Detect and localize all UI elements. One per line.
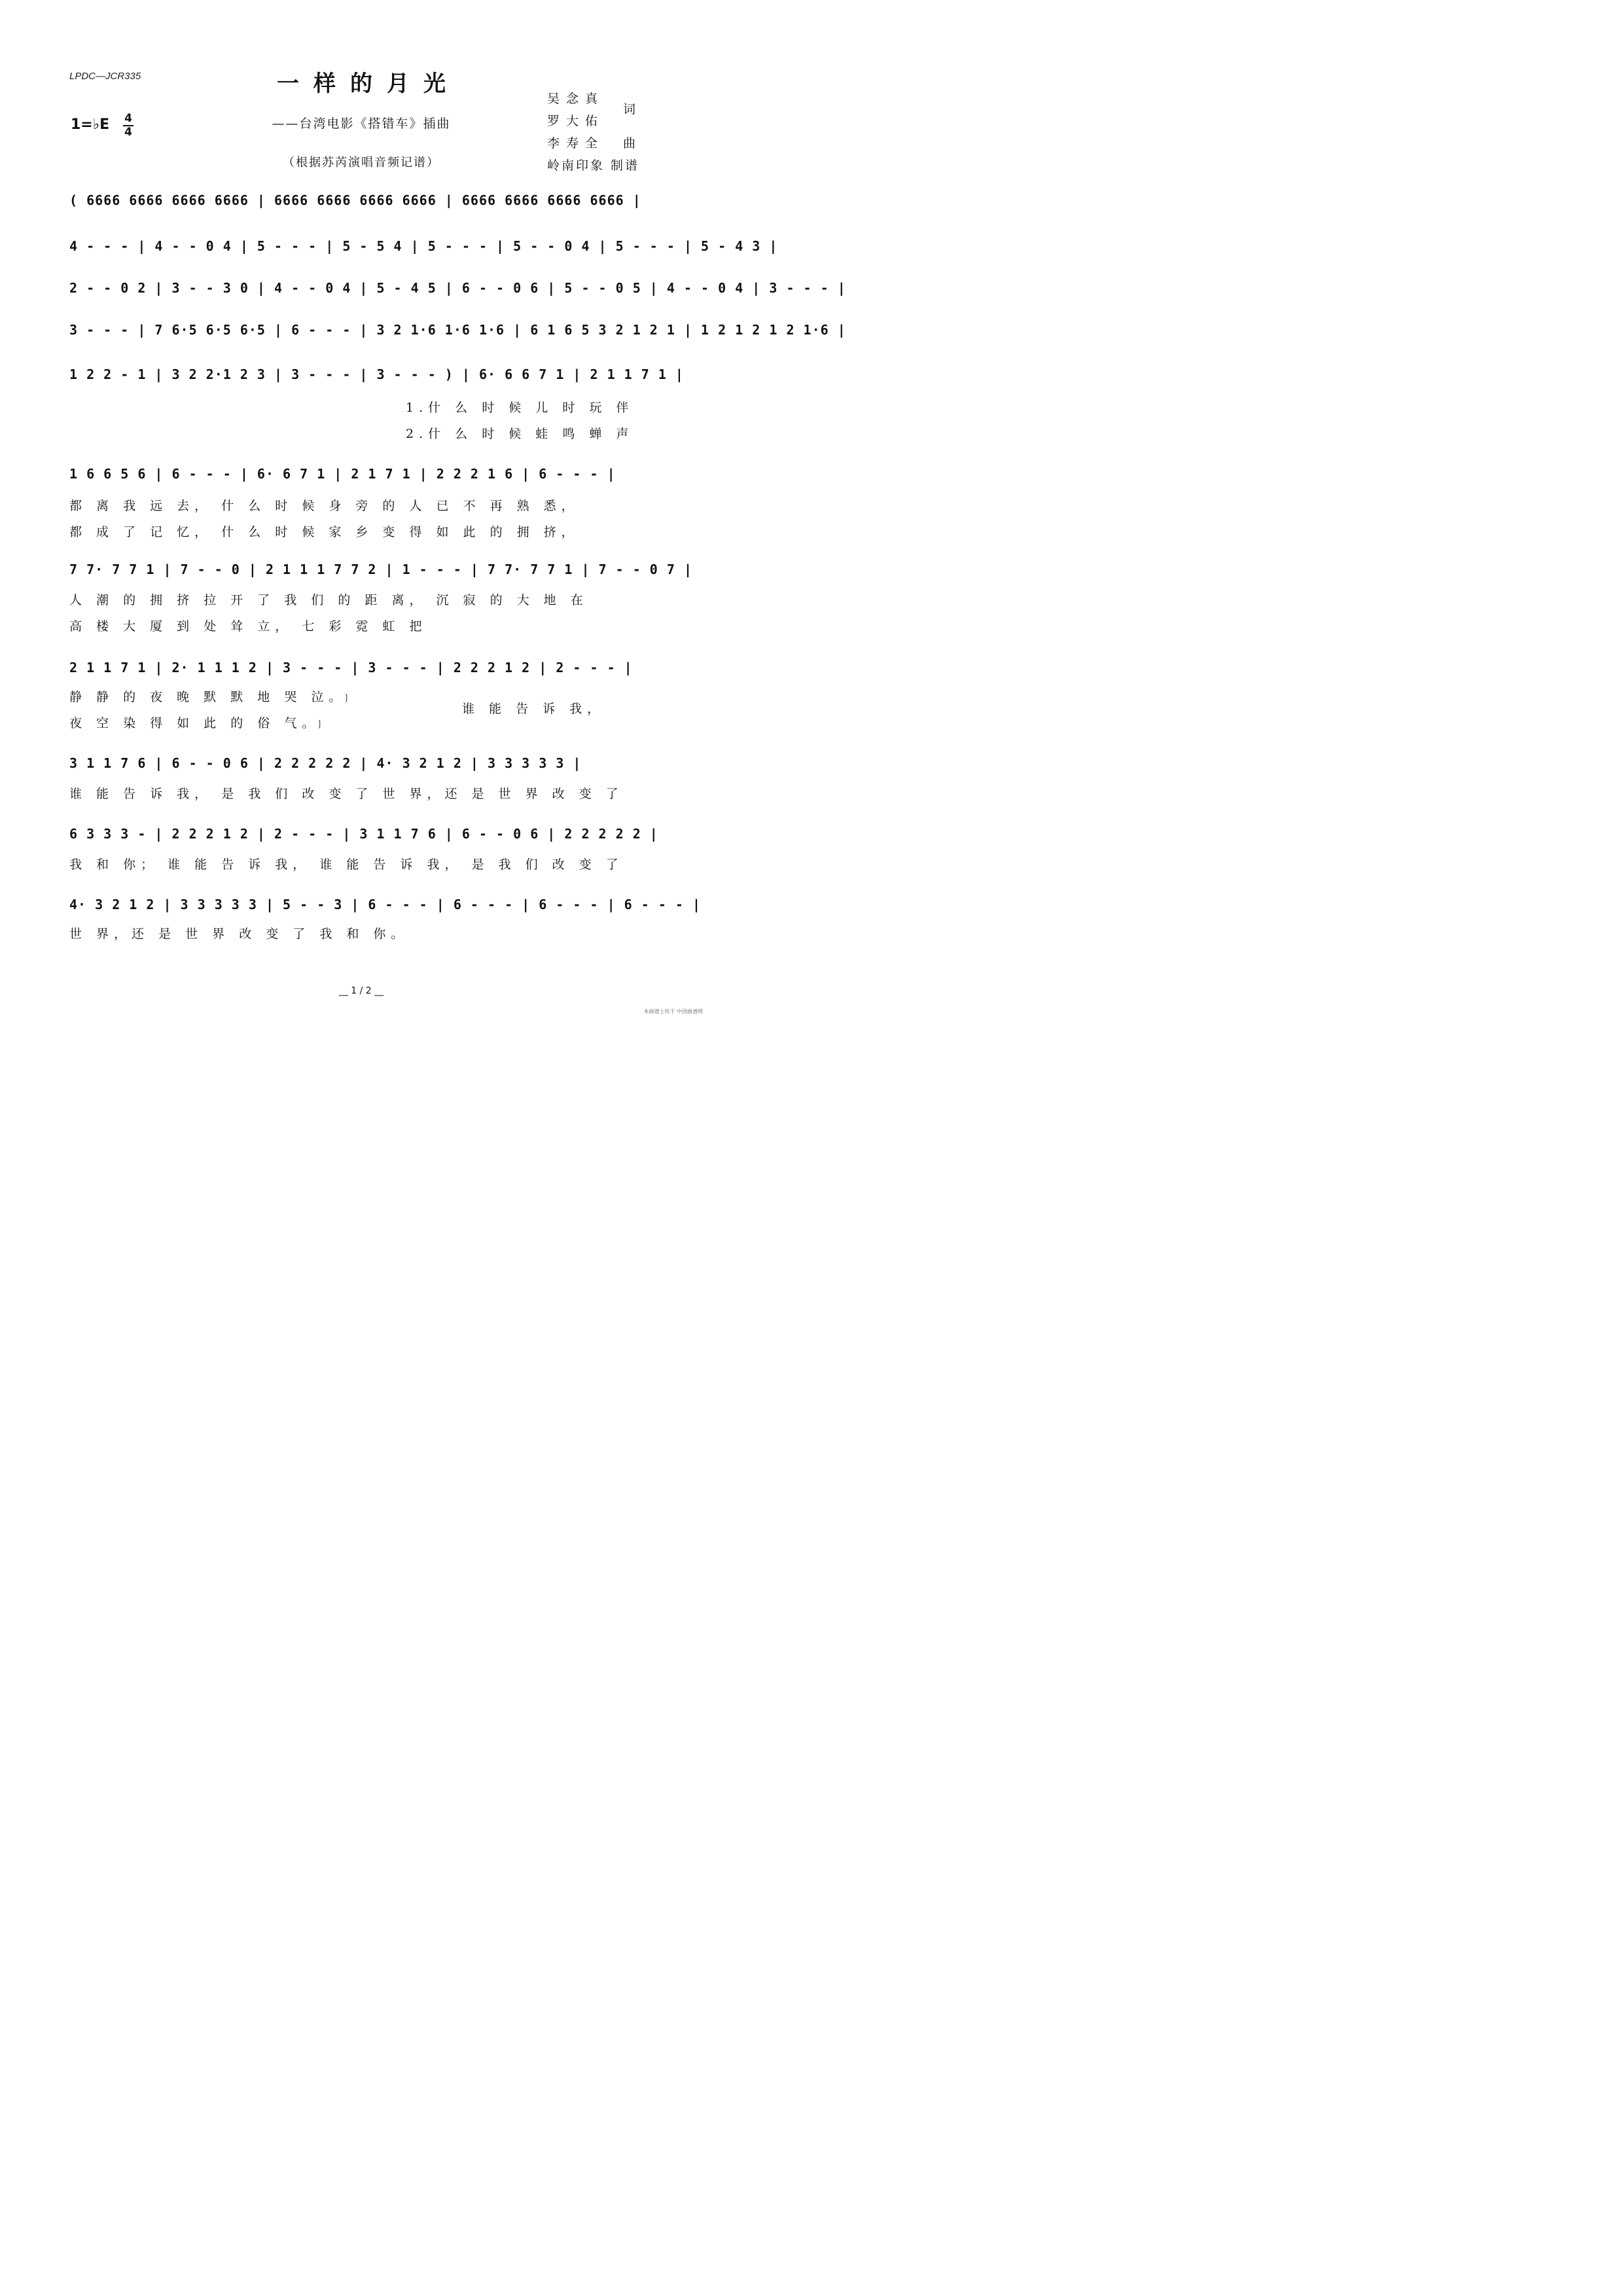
- lyric-credit-tag: 词: [623, 102, 636, 117]
- lyric-line: 都 离 我 远 去， 什 么 时 候 身 旁 的 人 已 不 再 熟 悉，: [69, 499, 579, 513]
- score-row-10: 6 3 3 3 - | 2 2 2 1 2 | 2 - - - | 3 1 1 7 6 | 6 - - 0 6 | 2 2 2 2 2 |: [69, 826, 658, 842]
- arranger: 岭南印象 制谱: [547, 158, 640, 173]
- song-title: 一样的月光: [277, 71, 460, 97]
- key-signature: 1=♭E: [71, 117, 110, 133]
- lyric-line: 都 成 了 记 忆， 什 么 时 候 家 乡 变 得 如 此 的 拥 挤，: [69, 525, 579, 539]
- lyric-line: 高 楼 大 厦 到 处 耸 立， 七 彩 霓 虹 把: [69, 619, 427, 634]
- score-row-5: 1 2 2 - 1 | 3 2 2·1 2 3 | 3 - - - | 3 - - - ) | 6· 6 6 7 1 | 2 1 1 7 1 |: [69, 367, 684, 382]
- composer: 李寿全: [547, 136, 605, 151]
- upload-credit: 本曲谱上传于 中国曲谱网: [643, 1009, 703, 1014]
- score-row-1: ( 6666 6666 6666 6666 | 6666 6666 6666 6666 | 6666 6666 6666 6666 |: [69, 192, 641, 208]
- score-row-3: 2 - - 0 2 | 3 - - 3 0 | 4 - - 0 4 | 5 - 4 5 | 6 - - 0 6 | 5 - - 0 5 | 4 - - 0 4 | 3 - - - |: [69, 280, 846, 296]
- time-denominator: 4: [124, 126, 132, 139]
- lyric-line: 夜 空 染 得 如 此 的 俗 气。﹜: [69, 716, 331, 730]
- score-row-8: 2 1 1 7 1 | 2· 1 1 1 2 | 3 - - - | 3 - - - | 2 2 2 1 2 | 2 - - - |: [69, 660, 633, 675]
- lyric-line-side: 谁 能 告 诉 我，: [462, 702, 605, 716]
- lyric-line: 人 潮 的 拥 挤 拉 开 了 我 们 的 距 离， 沉 寂 的 大 地 在: [69, 593, 588, 607]
- score-row-4: 3 - - - | 7 6·5 6·5 6·5 | 6 - - - | 3 2 1·6 1·6 1·6 | 6 1 6 5 3 2 1 2 1 | 1 2 1 2 1 2 1·6 |: [69, 322, 846, 338]
- lyric-line: 谁 能 告 诉 我， 是 我 们 改 变 了 世 界，还 是 世 界 改 变 了: [69, 787, 624, 801]
- transcription-source: （根据苏芮演唱音频记谱）: [283, 156, 440, 170]
- lyric-line: 静 静 的 夜 晚 默 默 地 哭 泣。﹜: [69, 690, 358, 704]
- time-signature: [122, 113, 135, 139]
- song-subtitle: ——台湾电影《搭错车》插曲: [272, 117, 451, 131]
- lyric-line: 1.什 么 时 候 儿 时 玩 伴: [406, 401, 634, 415]
- score-code: LPDC—JCR335: [69, 71, 141, 82]
- score-row-6: 1 6 6 5 6 | 6 - - - | 6· 6 7 1 | 2 1 7 1 | 2 2 2 1 6 | 6 - - - |: [69, 466, 616, 482]
- score-row-9: 3 1 1 7 6 | 6 - - 0 6 | 2 2 2 2 2 | 4· 3 2 1 2 | 3 3 3 3 3 |: [69, 755, 582, 771]
- page-number: __ 1 / 2 __: [338, 986, 384, 996]
- composer-tag: 曲: [623, 136, 636, 151]
- lyric-line: 世 界，还 是 世 界 改 变 了 我 和 你。: [69, 927, 409, 941]
- score-row-2: 4 - - - | 4 - - 0 4 | 5 - - - | 5 - 5 4 | 5 - - - | 5 - - 0 4 | 5 - - - | 5 - 4 3 |: [69, 238, 778, 254]
- score-row-7: 7 7· 7 7 1 | 7 - - 0 | 2 1 1 1 7 7 2 | 1 - - - | 7 7· 7 7 1 | 7 - - 0 7 |: [69, 562, 692, 577]
- time-numerator: 4: [124, 112, 132, 125]
- score-row-11: 4· 3 2 1 2 | 3 3 3 3 3 | 5 - - 3 | 6 - - - | 6 - - - | 6 - - - | 6 - - - |: [69, 897, 702, 912]
- lyric-line: 2.什 么 时 候 蛙 鸣 蝉 声: [406, 427, 634, 441]
- lyric-line: 我 和 你； 谁 能 告 诉 我， 谁 能 告 诉 我， 是 我 们 改 变 了: [69, 857, 624, 872]
- lyricist-2: 罗大佑: [547, 114, 605, 128]
- lyricist-1: 吴念真: [547, 92, 605, 106]
